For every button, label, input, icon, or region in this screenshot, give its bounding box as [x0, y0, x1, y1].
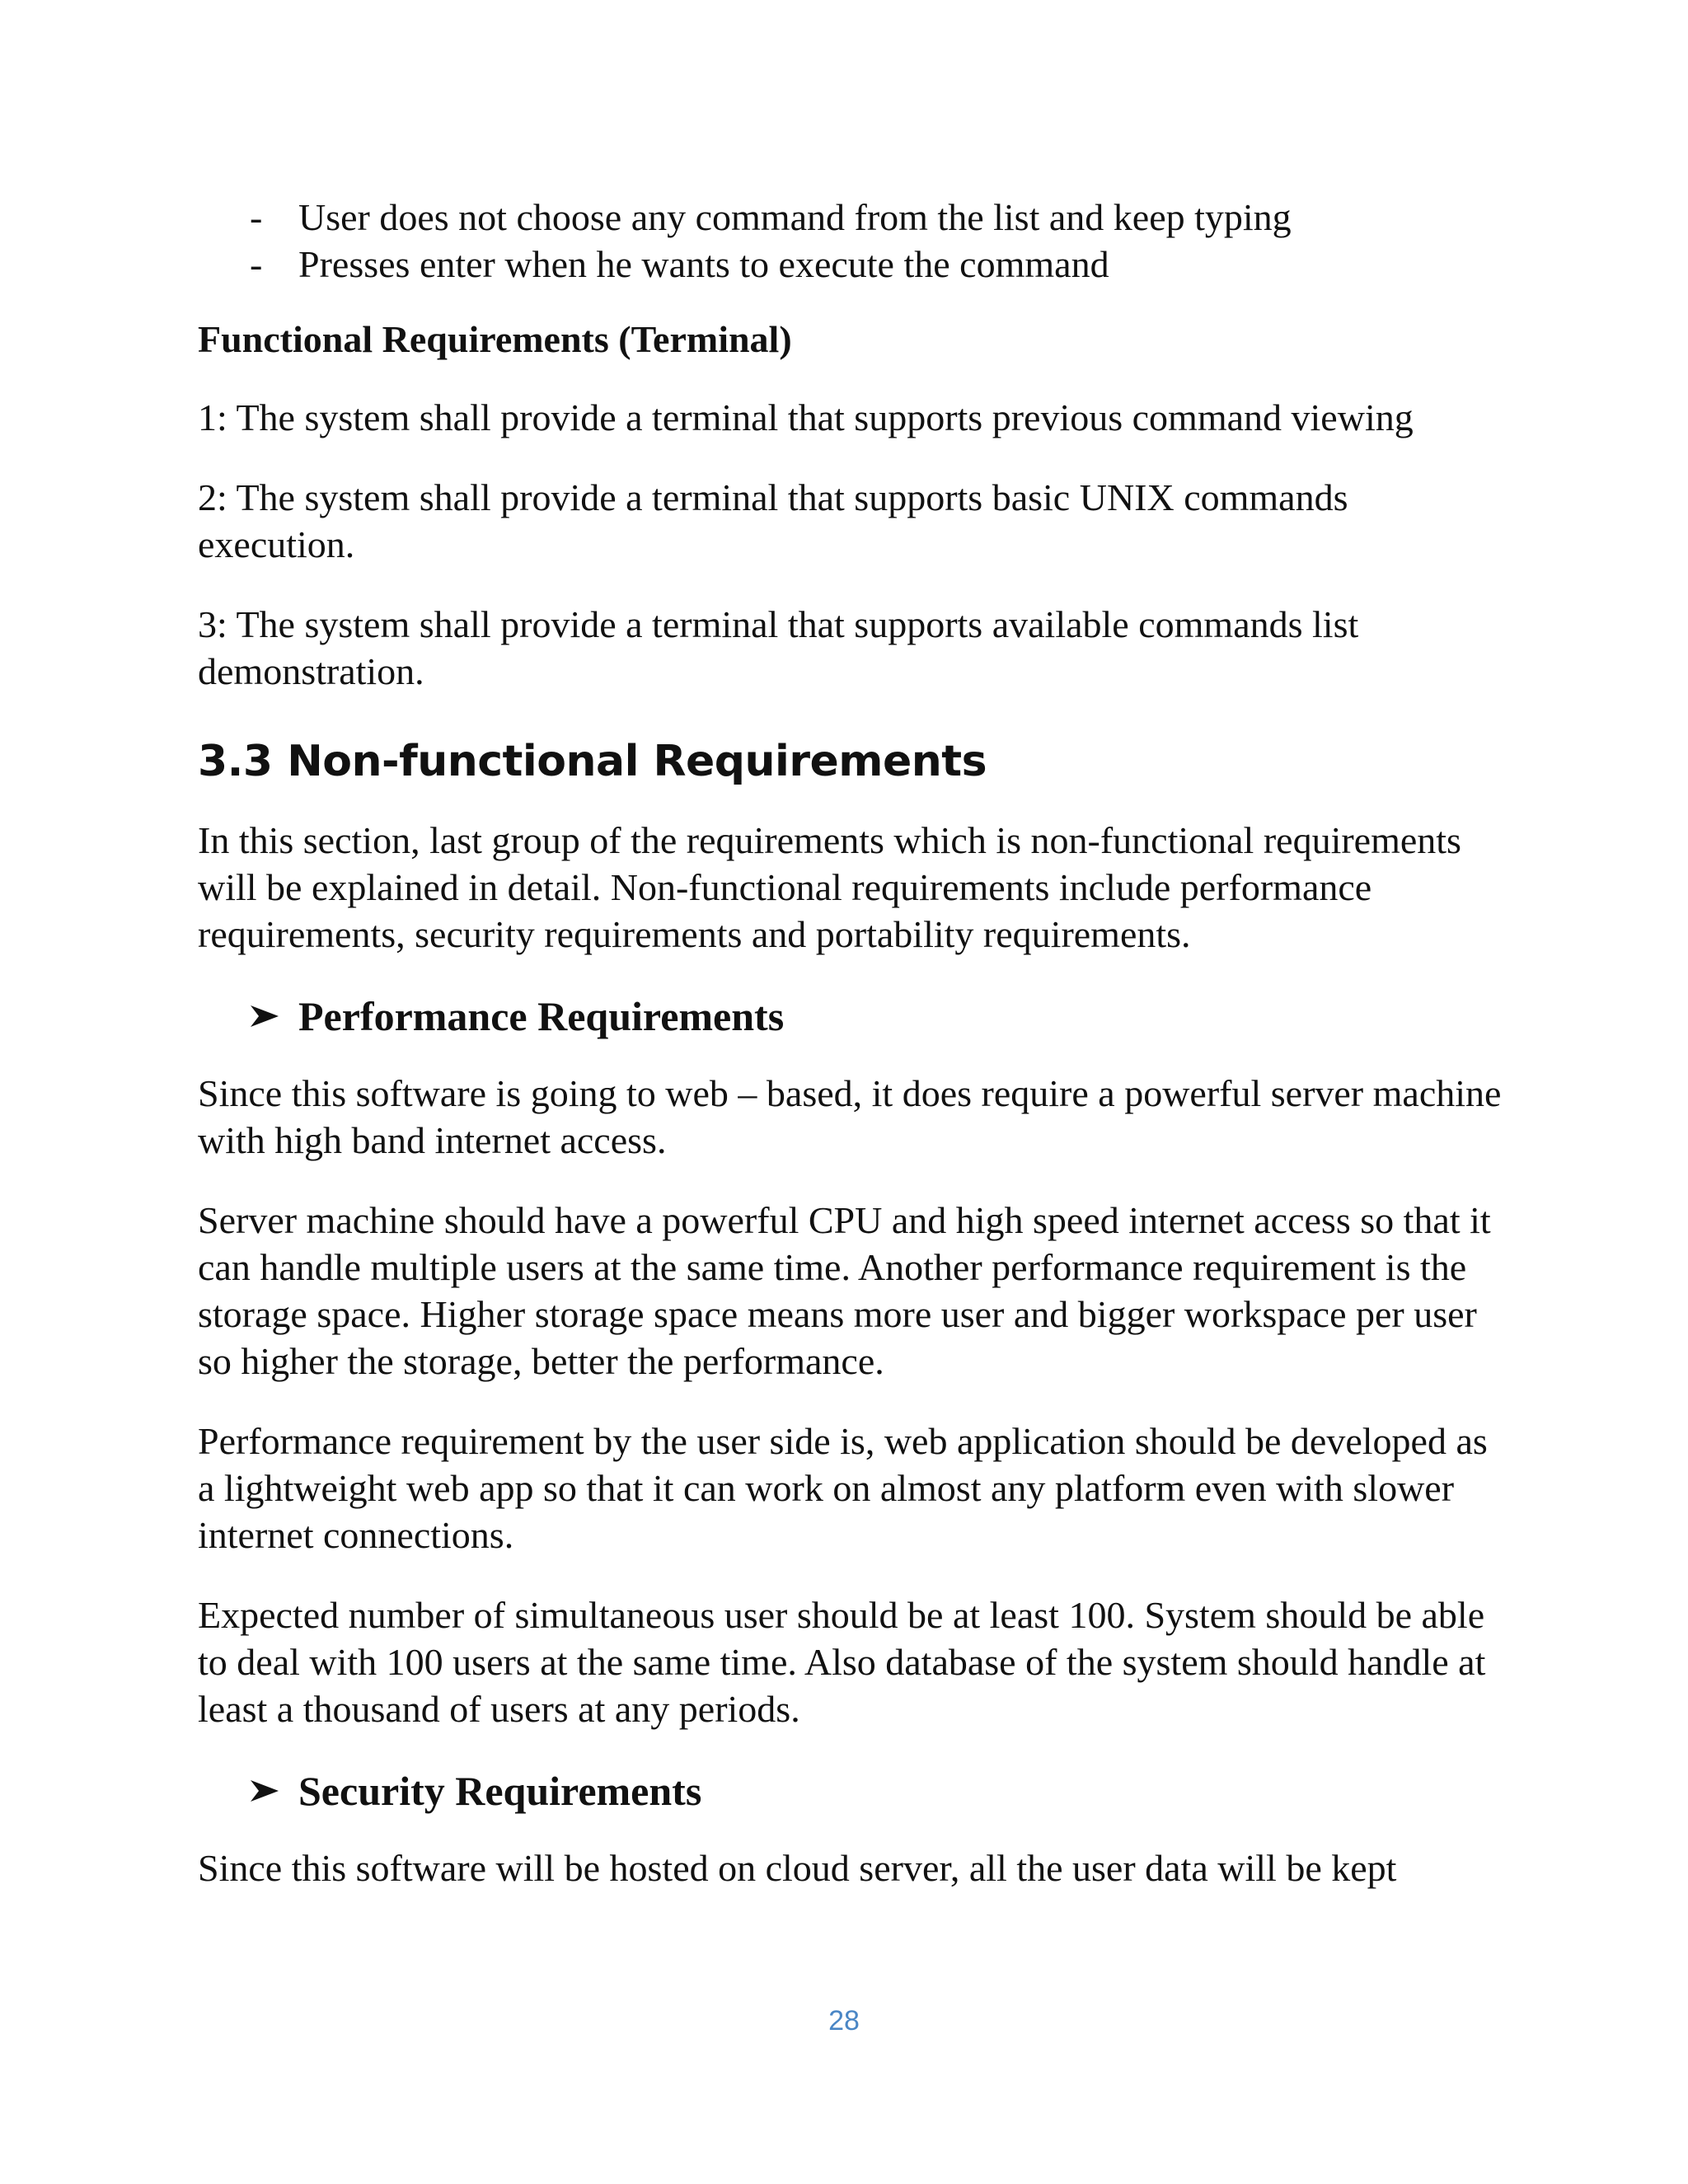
- heading-text: Security Requirements: [298, 1768, 702, 1814]
- body-paragraph: Since this software is going to web – based, it does require a powerful server machine with high band internet access.: [198, 1072, 1502, 1161]
- dash-marker: -: [250, 243, 263, 285]
- body-paragraph: Since this software will be hosted on cloud server, all the user data will be kept: [198, 1847, 1397, 1889]
- security-requirements-heading: [198, 1765, 1508, 1816]
- list-item-text: User does not choose any command from the list and keep typing: [298, 196, 1292, 238]
- heading-text: Performance Requirements: [298, 993, 785, 1039]
- functional-requirements-heading: Functional Requirements (Terminal): [198, 318, 792, 360]
- section-intro: In this section, last group of the requirements which is non-functional requirements will be explained in detail. Non-functional requirements include performance requirements, security requirements and portability requirements.: [198, 819, 1461, 955]
- list-item: [198, 241, 1508, 288]
- arrow-bullet-icon: [249, 1004, 280, 1029]
- dash-marker: -: [250, 196, 263, 238]
- arrow-bullet-icon: [249, 1779, 280, 1803]
- section-title: 3.3 Non-functional Requirements: [198, 737, 987, 786]
- body-paragraph: Performance requirement by the user side is, web application should be developed as a lightweight web app so that it can work on almost any platform even with slower internet connections.: [198, 1420, 1488, 1556]
- requirement-item: 2: The system shall provide a terminal that supports basic UNIX commands execution.: [198, 476, 1348, 565]
- performance-requirements-heading: [198, 991, 1508, 1042]
- page-content: [198, 194, 1508, 1924]
- requirement-item: 1: The system shall provide a terminal that supports previous command viewing: [198, 396, 1414, 438]
- dash-bullet-list: [198, 194, 1508, 288]
- list-item: [198, 194, 1508, 241]
- body-paragraph: Expected number of simultaneous user should be at least 100. System should be able to deal with 100 users at the same time. Also database of the system should handle at least a thousand of users at any periods.: [198, 1594, 1486, 1730]
- requirement-item: 3: The system shall provide a terminal that supports available commands list demonstration.: [198, 603, 1359, 692]
- body-paragraph: Server machine should have a powerful CPU and high speed internet access so that it can handle multiple users at the same time. Another performance requirement is the storage space. Higher storage space means more user and bigger workspace per user so higher the storage, better the performance.: [198, 1199, 1491, 1382]
- list-item-text: Presses enter when he wants to execute the command: [298, 243, 1109, 285]
- page-number: 28: [828, 2005, 860, 2036]
